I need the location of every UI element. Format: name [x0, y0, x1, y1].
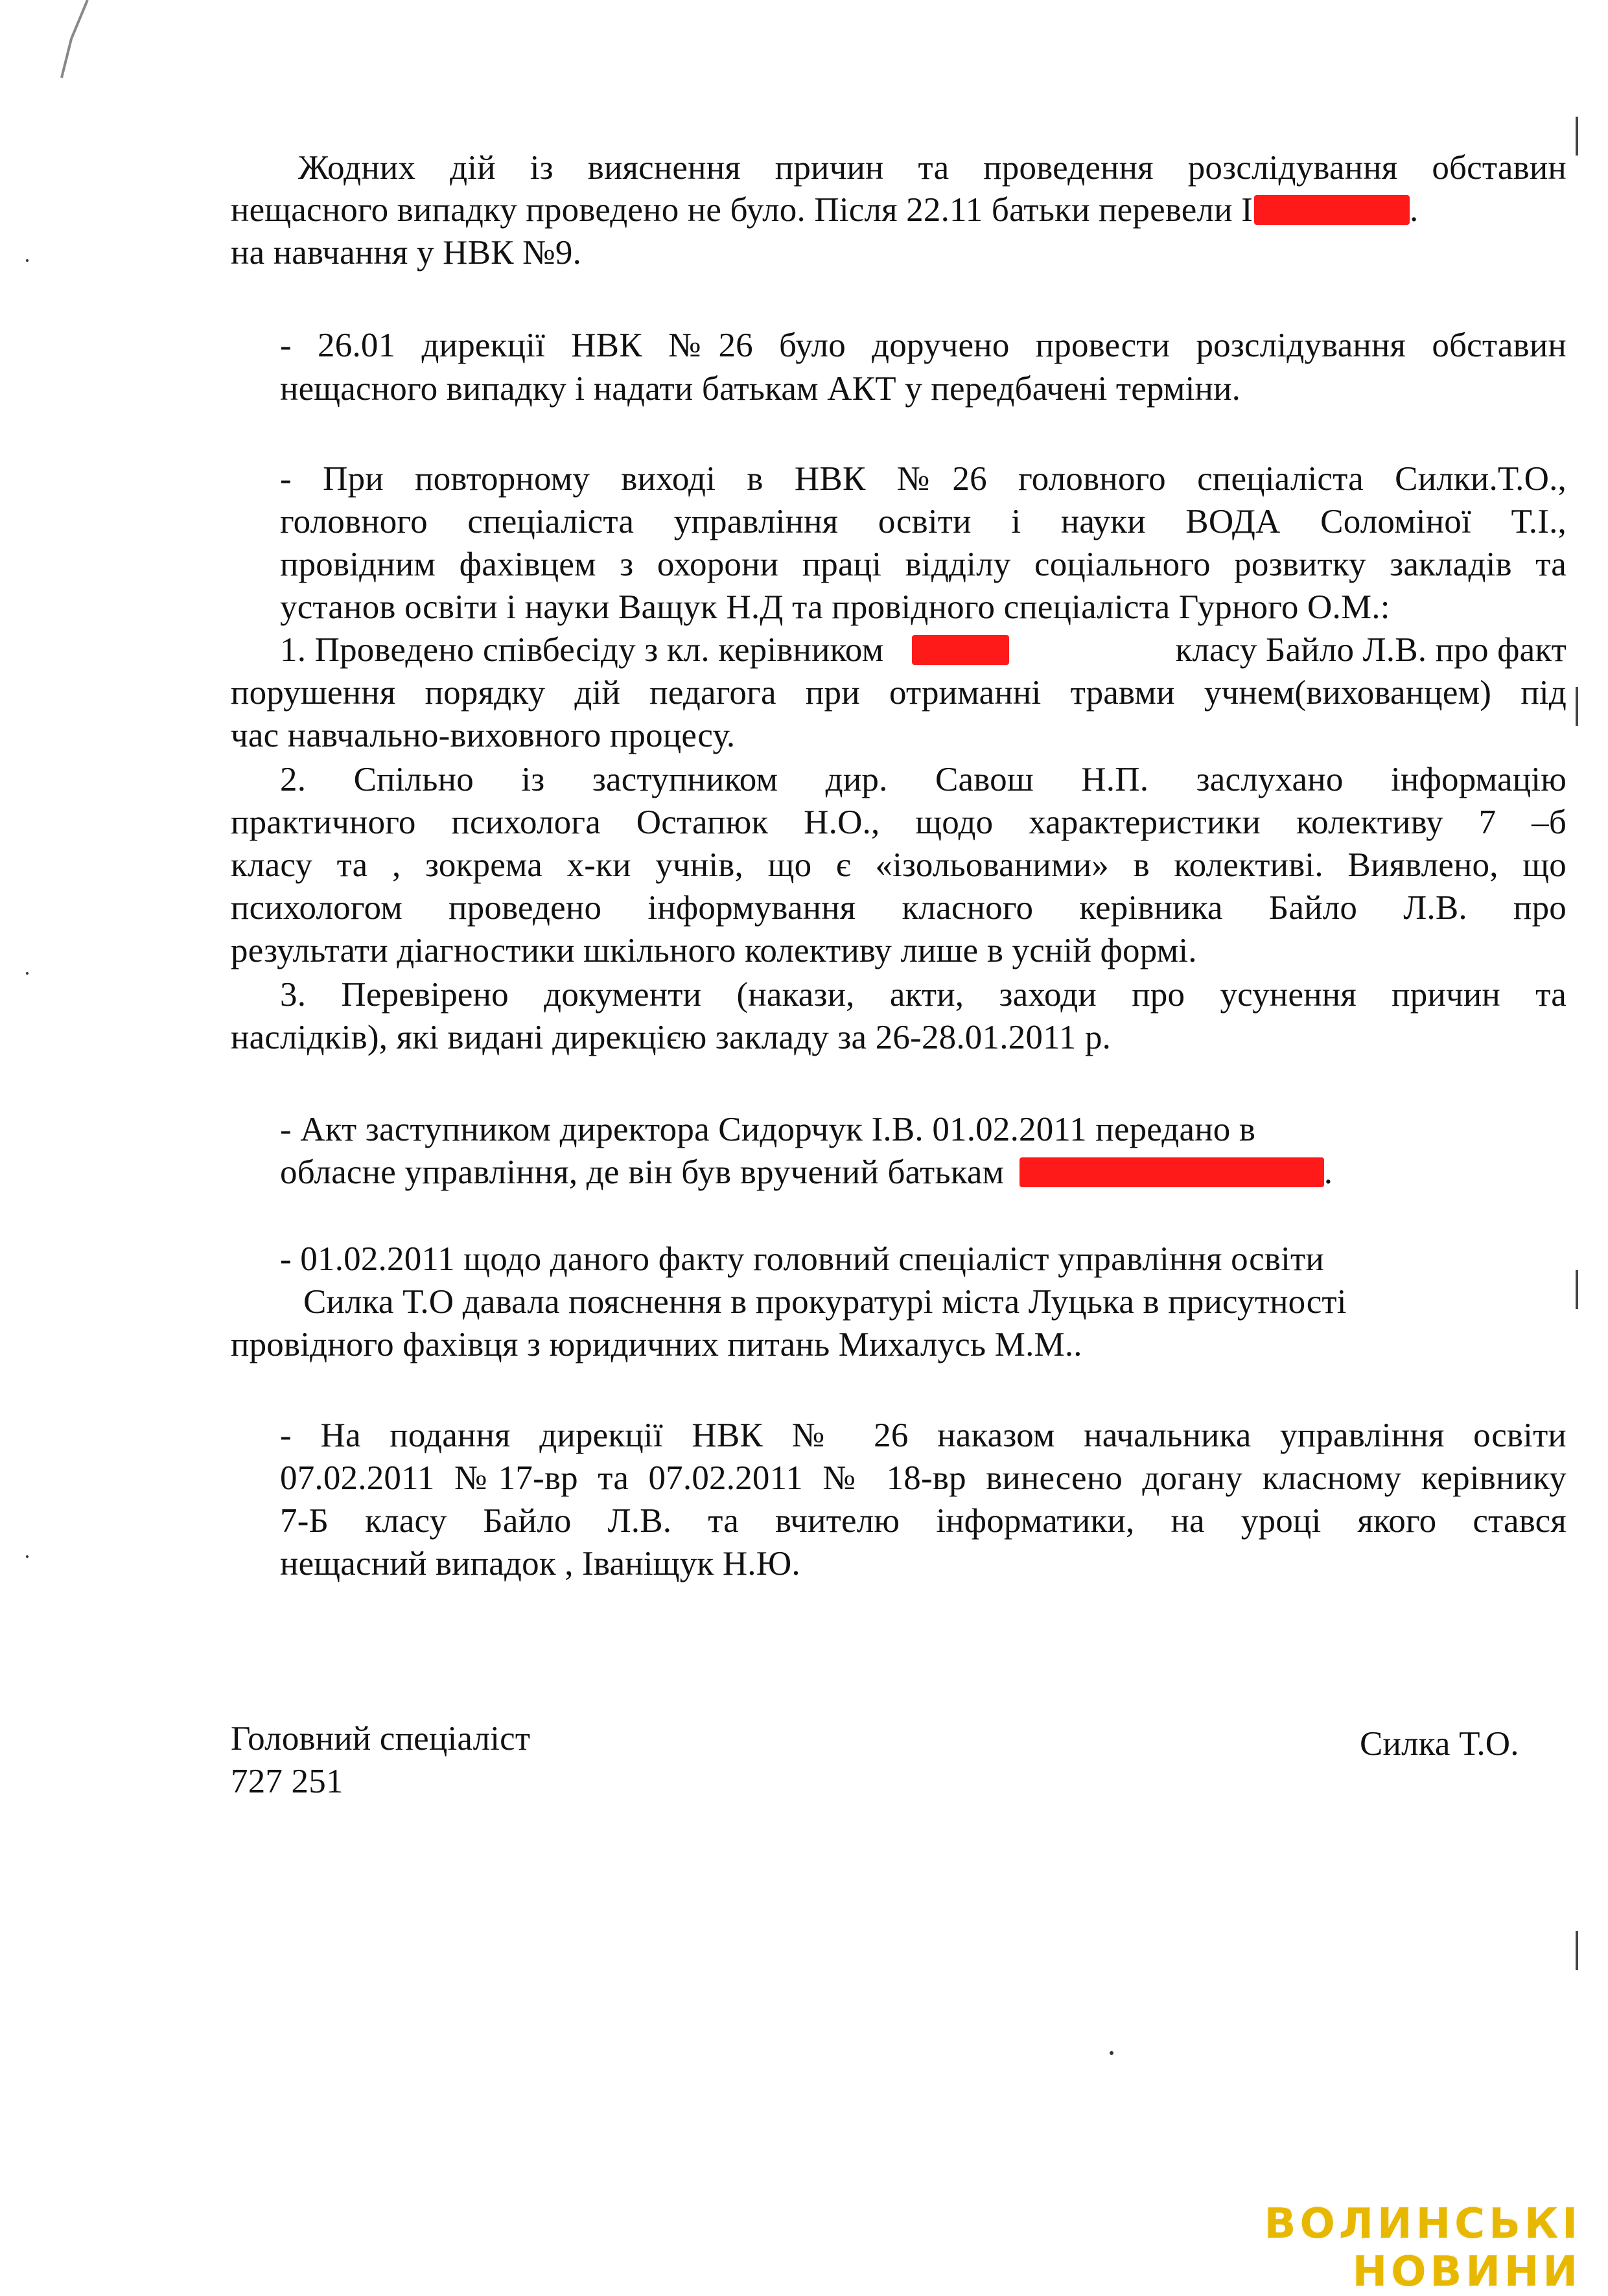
scan-dot [26, 259, 29, 262]
text-line: психологом проведено інформування класного керівника Байло Л.В. про [231, 889, 1567, 927]
text-line: - 26.01 дирекції НВК №26 було доручено провести розслідування обставин [280, 327, 1567, 364]
text-line: - Акт заступником директора Сидорчук І.В. 01.02.2011 передано в [280, 1111, 1256, 1148]
text-line: нещасного випадку і надати батькам АКТ у передбачені терміни. [280, 370, 1241, 408]
redaction-block [1020, 1157, 1324, 1187]
text-segment: . [1323, 1154, 1333, 1191]
text-segment: . [1410, 191, 1419, 229]
scan-edge-mark [1576, 117, 1578, 156]
text-line: установ освіти і науки Ващук Н.Д та провідного спеціаліста Гурного О.М.: [280, 588, 1390, 626]
scan-fold-mark [26, 0, 104, 91]
watermark-logo: ВОЛИНСЬКІ НОВИНИ [1264, 2200, 1581, 2296]
text-line: - 01.02.2011 щодо даного факту головний спеціаліст управління освіти [280, 1240, 1324, 1278]
text-line: 3. Перевірено документи (накази, акти, заходи про усунення причин та [280, 976, 1567, 1014]
signatory-phone: 727 251 [231, 1763, 344, 1800]
scan-dot [26, 972, 29, 975]
text-line: головного спеціаліста управління освіти і науки ВОДА Соломіної Т.І., [280, 503, 1567, 540]
text-line: Жодних дій із вияснення причин та проведення розслідування обставин [298, 149, 1567, 187]
redaction-block [1254, 195, 1410, 225]
scan-edge-mark [1576, 1931, 1578, 1970]
text-line: - При повторному виході в НВК №26 головного спеціаліста Силки.Т.О., [280, 460, 1567, 498]
text-line: 07.02.2011 №17-вр та 07.02.2011 № 18-вр винесено догану класному керівнику [280, 1459, 1567, 1497]
text-line [231, 189, 1418, 231]
scan-dot [1110, 2051, 1113, 2055]
redaction-block [912, 635, 1009, 665]
text-line: 2. Спільно із заступником дир. Савош Н.П. заслухано інформацію [280, 761, 1567, 798]
scan-edge-mark [1576, 1270, 1578, 1309]
text-line: провідним фахівцем з охорони праці відділу соціального розвитку закладів та [280, 546, 1567, 583]
signatory-name: Силка Т.О. [1360, 1725, 1519, 1763]
text-line: класу та , зокрема х-ки учнів, що є «ізольованими» в колективі. Виявлено, що [231, 846, 1567, 884]
text-line [280, 1151, 1333, 1194]
scan-edge-mark [1576, 687, 1578, 726]
text-line: наслідків), які видані дирекцією закладу за 26-28.01.2011 р. [231, 1019, 1112, 1056]
text-line: на навчання у НВК №9. [231, 234, 582, 272]
text-line: Силка Т.О давала пояснення в прокуратурі міста Луцька в присутності [303, 1283, 1347, 1321]
scan-dot [26, 1555, 29, 1558]
text-line: час навчально-виховного процесу. [231, 717, 736, 754]
text-line: нещасний випадок , Іваніщук Н.Ю. [280, 1545, 800, 1583]
text-line: результати діагностики шкільного колективу лише в усній формі. [231, 932, 1197, 969]
text-line [280, 629, 1567, 671]
text-line: 7-Б класу Байло Л.В. та вчителю інформатики, на уроці якого стався [280, 1502, 1567, 1540]
text-segment: нещасного випадку проведено не було. Після 22.11 батьки перевели І [231, 191, 1253, 229]
text-line: - На подання дирекції НВК № 26 наказом начальника управління освіти [280, 1417, 1567, 1454]
text-line: порушення порядку дій педагога при отриманні травми учнем(вихованцем) під [231, 674, 1567, 712]
text-line: практичного психолога Остапюк Н.О., щодо характеристики колективу 7 –б [231, 804, 1567, 841]
text-line: провідного фахівця з юридичних питань Михалусь М.М.. [231, 1326, 1082, 1363]
text-segment: обласне управління, де він був вручений батькам [280, 1154, 1005, 1191]
text-segment: класу Байло Л.В. про факт [1175, 631, 1567, 669]
signatory-position: Головний спеціаліст [231, 1720, 531, 1757]
text-segment: 1. Проведено співбесіду з кл. керівником [280, 631, 884, 669]
